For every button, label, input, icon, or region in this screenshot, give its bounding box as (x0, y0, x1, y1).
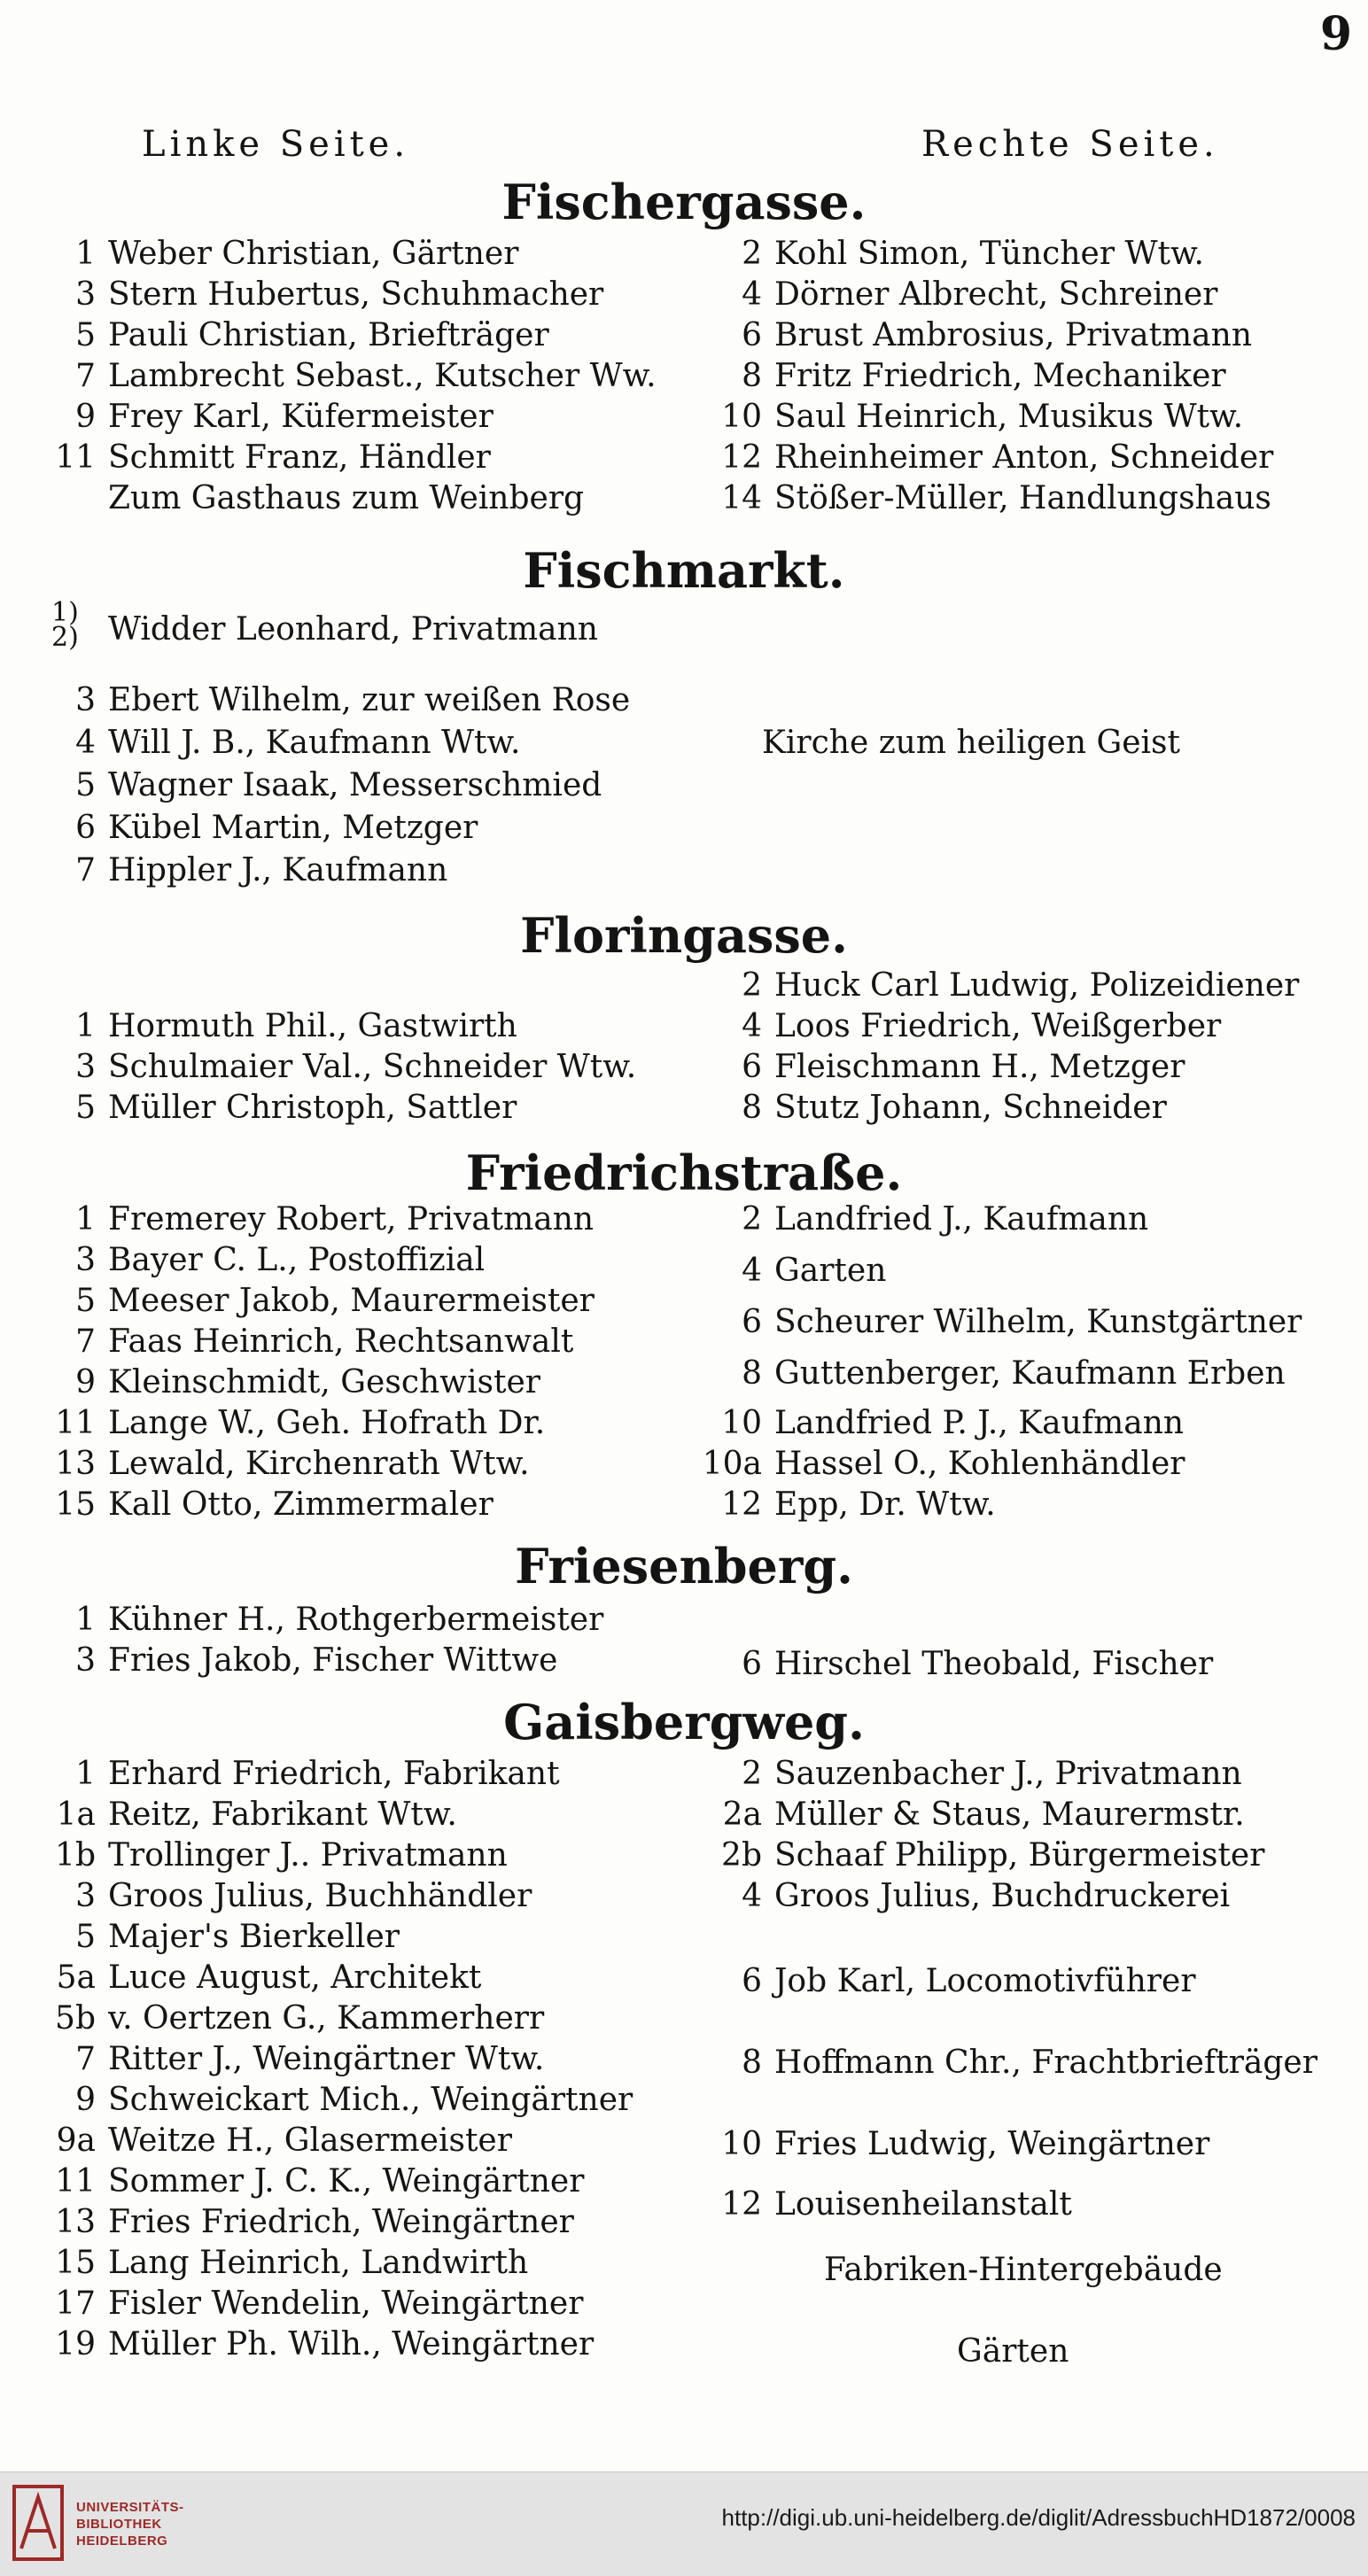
entry-row: 4 Groos Julius, Buchdruckerei (742, 1878, 1231, 1914)
entry-row: 2 Landfried J., Kaufmann (742, 1201, 1149, 1238)
entry-row: 5a Luce August, Architekt (56, 1959, 482, 1996)
street-title-fischergasse: Fischergasse. (501, 174, 867, 230)
entry-row: 10 Landfried P. J., Kaufmann (721, 1405, 1185, 1441)
entry-row: 3 Stern Hubertus, Schuhmacher (75, 276, 604, 313)
entry-row: 4 Dörner Albrecht, Schreiner (742, 276, 1218, 313)
street-title-floringasse: Floringasse. (520, 907, 848, 964)
entry-row: 1 Fremerey Robert, Privatmann (75, 1201, 595, 1238)
entry-row: 15 Lang Heinrich, Landwirth (55, 2245, 529, 2281)
entry-row: 11 Sommer J. C. K., Weingärtner (55, 2163, 585, 2200)
entry-row: 5b v. Oertzen G., Kammerherr (55, 2000, 545, 2037)
entry-row: Zum Gasthaus zum Weinberg (108, 480, 585, 516)
entry-row: 5 Müller Christoph, Sattler (75, 1090, 517, 1126)
entry-row: 3 Ebert Wilhelm, zur weißen Rose (75, 682, 631, 718)
entry-row: 1a Reitz, Fabrikant Wtw. (56, 1796, 457, 1833)
entry-row: 17 Fisler Wendelin, Weingärtner (55, 2285, 584, 2322)
entry-row: 10 Fries Ludwig, Weingärtner (721, 2126, 1210, 2162)
entry-row: 9a Weitze H., Glasermeister (56, 2122, 512, 2159)
entry-row: 12 Epp, Dr. Wtw. (721, 1486, 996, 1523)
street-title-gaisbergweg: Gaisbergweg. (503, 1694, 865, 1750)
entry-row: 5 Wagner Isaak, Messerschmied (75, 767, 602, 803)
entry-row: 4 Will J. B., Kaufmann Wtw. (75, 725, 521, 761)
entry-row: 8 Stutz Johann, Schneider (742, 1090, 1167, 1126)
entry-row: 3 Schulmaier Val., Schneider Wtw. (75, 1049, 637, 1085)
entry-row: Widder Leonhard, Privatmann (108, 611, 598, 648)
entry-row: 12 Louisenheilanstalt (721, 2186, 1072, 2223)
entry-row: 4 Loos Friedrich, Weißgerber (742, 1008, 1222, 1044)
entry-row: 2a Müller & Staus, Maurermstr. (722, 1796, 1245, 1833)
factory-note: Fabriken-Hintergebäude (824, 2252, 1223, 2288)
entry-row: 6 Hirschel Theobald, Fischer (742, 1646, 1214, 1682)
entry-row: 12 Rheinheimer Anton, Schneider (721, 439, 1274, 476)
entry-row: 8 Hoffmann Chr., Frachtbriefträger (742, 2045, 1317, 2081)
entry-row: 9 Frey Karl, Küfermeister (75, 399, 494, 435)
street-title-fischmarkt: Fischmarkt. (523, 542, 845, 599)
entry-row: 6 Brust Ambrosius, Privatmann (742, 317, 1253, 353)
entry-row: 5 Pauli Christian, Briefträger (75, 317, 549, 353)
entry-row: 2 Sauzenbacher J., Privatmann (742, 1756, 1242, 1792)
entry-row: 2 Huck Carl Ludwig, Polizeidiener (742, 967, 1300, 1004)
left-side-header: Linke Seite. (142, 124, 410, 165)
entry-row: 8 Fritz Friedrich, Mechaniker (742, 358, 1226, 394)
university-seal-icon (12, 2485, 64, 2561)
street-title-friedrichstrasse: Friedrichstraße. (465, 1144, 903, 1201)
library-logo-text: UNIVERSITÄTS- BIBLIOTHEK HEIDELBERG (76, 2500, 184, 2549)
street-title-friesenberg: Friesenberg. (515, 1538, 853, 1594)
source-url[interactable]: http://digi.ub.uni-heidelberg.de/diglit/AdressbuchHD1872/0008 (721, 2504, 1356, 2531)
entry-row: 3 Fries Jakob, Fischer Wittwe (75, 1642, 558, 1679)
entry-row: 2 Kohl Simon, Tüncher Wtw. (742, 236, 1204, 272)
entry-row: 1 Weber Christian, Gärtner (75, 236, 519, 272)
right-side-header: Rechte Seite. (921, 124, 1219, 165)
entry-row: 9 Kleinschmidt, Geschwister (75, 1364, 540, 1401)
entry-row: 1 Hormuth Phil., Gastwirth (75, 1008, 517, 1044)
entry-row: 11 Lange W., Geh. Hofrath Dr. (55, 1405, 546, 1441)
entry-row: 7 Hippler J., Kaufmann (75, 852, 448, 888)
entry-row: 7 Lambrecht Sebast., Kutscher Ww. (75, 358, 657, 394)
entry-row: 3 Groos Julius, Buchhändler (75, 1878, 532, 1914)
entry-row: 6 Fleischmann H., Metzger (742, 1049, 1185, 1085)
entry-row: 10 Saul Heinrich, Musikus Wtw. (721, 399, 1244, 435)
entry-row: 5 Meeser Jakob, Maurermeister (75, 1283, 595, 1319)
entry-row: 14 Stößer-Müller, Handlungshaus (721, 480, 1271, 516)
entry-row: 4 Garten (742, 1253, 887, 1289)
entry-row: 7 Ritter J., Weingärtner Wtw. (75, 2041, 545, 2077)
entry-row: 8 Guttenberger, Kaufmann Erben (742, 1355, 1286, 1392)
entry-row: 5 Majer's Bierkeller (75, 1919, 400, 1955)
entry-row: 6 Job Karl, Locomotivführer (742, 1963, 1196, 1999)
church-note: Kirche zum heiligen Geist (762, 725, 1180, 761)
entry-row: 11 Schmitt Franz, Händler (55, 439, 491, 476)
entry-row: 13 Lewald, Kirchenrath Wtw. (55, 1446, 530, 1482)
entry-row: 1 Kühner H., Rothgerbermeister (75, 1602, 604, 1638)
entry-row: 7 Faas Heinrich, Rechtsanwalt (75, 1323, 574, 1360)
entry-row: 1b Trollinger J.. Privatmann (55, 1837, 508, 1874)
house-number-bracket: 1) 2) (51, 597, 79, 653)
entry-row: 6 Kübel Martin, Metzger (75, 810, 478, 846)
gardens-note: Gärten (957, 2333, 1069, 2370)
entry-row: 10a Hassel O., Kohlenhändler (702, 1446, 1185, 1482)
page-number: 9 (1319, 7, 1352, 61)
entry-row: 15 Kall Otto, Zimmermaler (55, 1486, 494, 1523)
digitization-footer (0, 2471, 1368, 2576)
entry-row: 9 Schweickart Mich., Weingärtner (75, 2082, 633, 2118)
entry-row: 3 Bayer C. L., Postoffizial (75, 1242, 486, 1278)
entry-row: 6 Scheurer Wilhelm, Kunstgärtner (742, 1304, 1302, 1340)
entry-row: 13 Fries Friedrich, Weingärtner (55, 2204, 574, 2240)
entry-row: 1 Erhard Friedrich, Fabrikant (75, 1756, 560, 1792)
entry-row: 19 Müller Ph. Wilh., Weingärtner (55, 2326, 595, 2363)
entry-row: 2b Schaaf Philipp, Bürgermeister (721, 1837, 1265, 1874)
